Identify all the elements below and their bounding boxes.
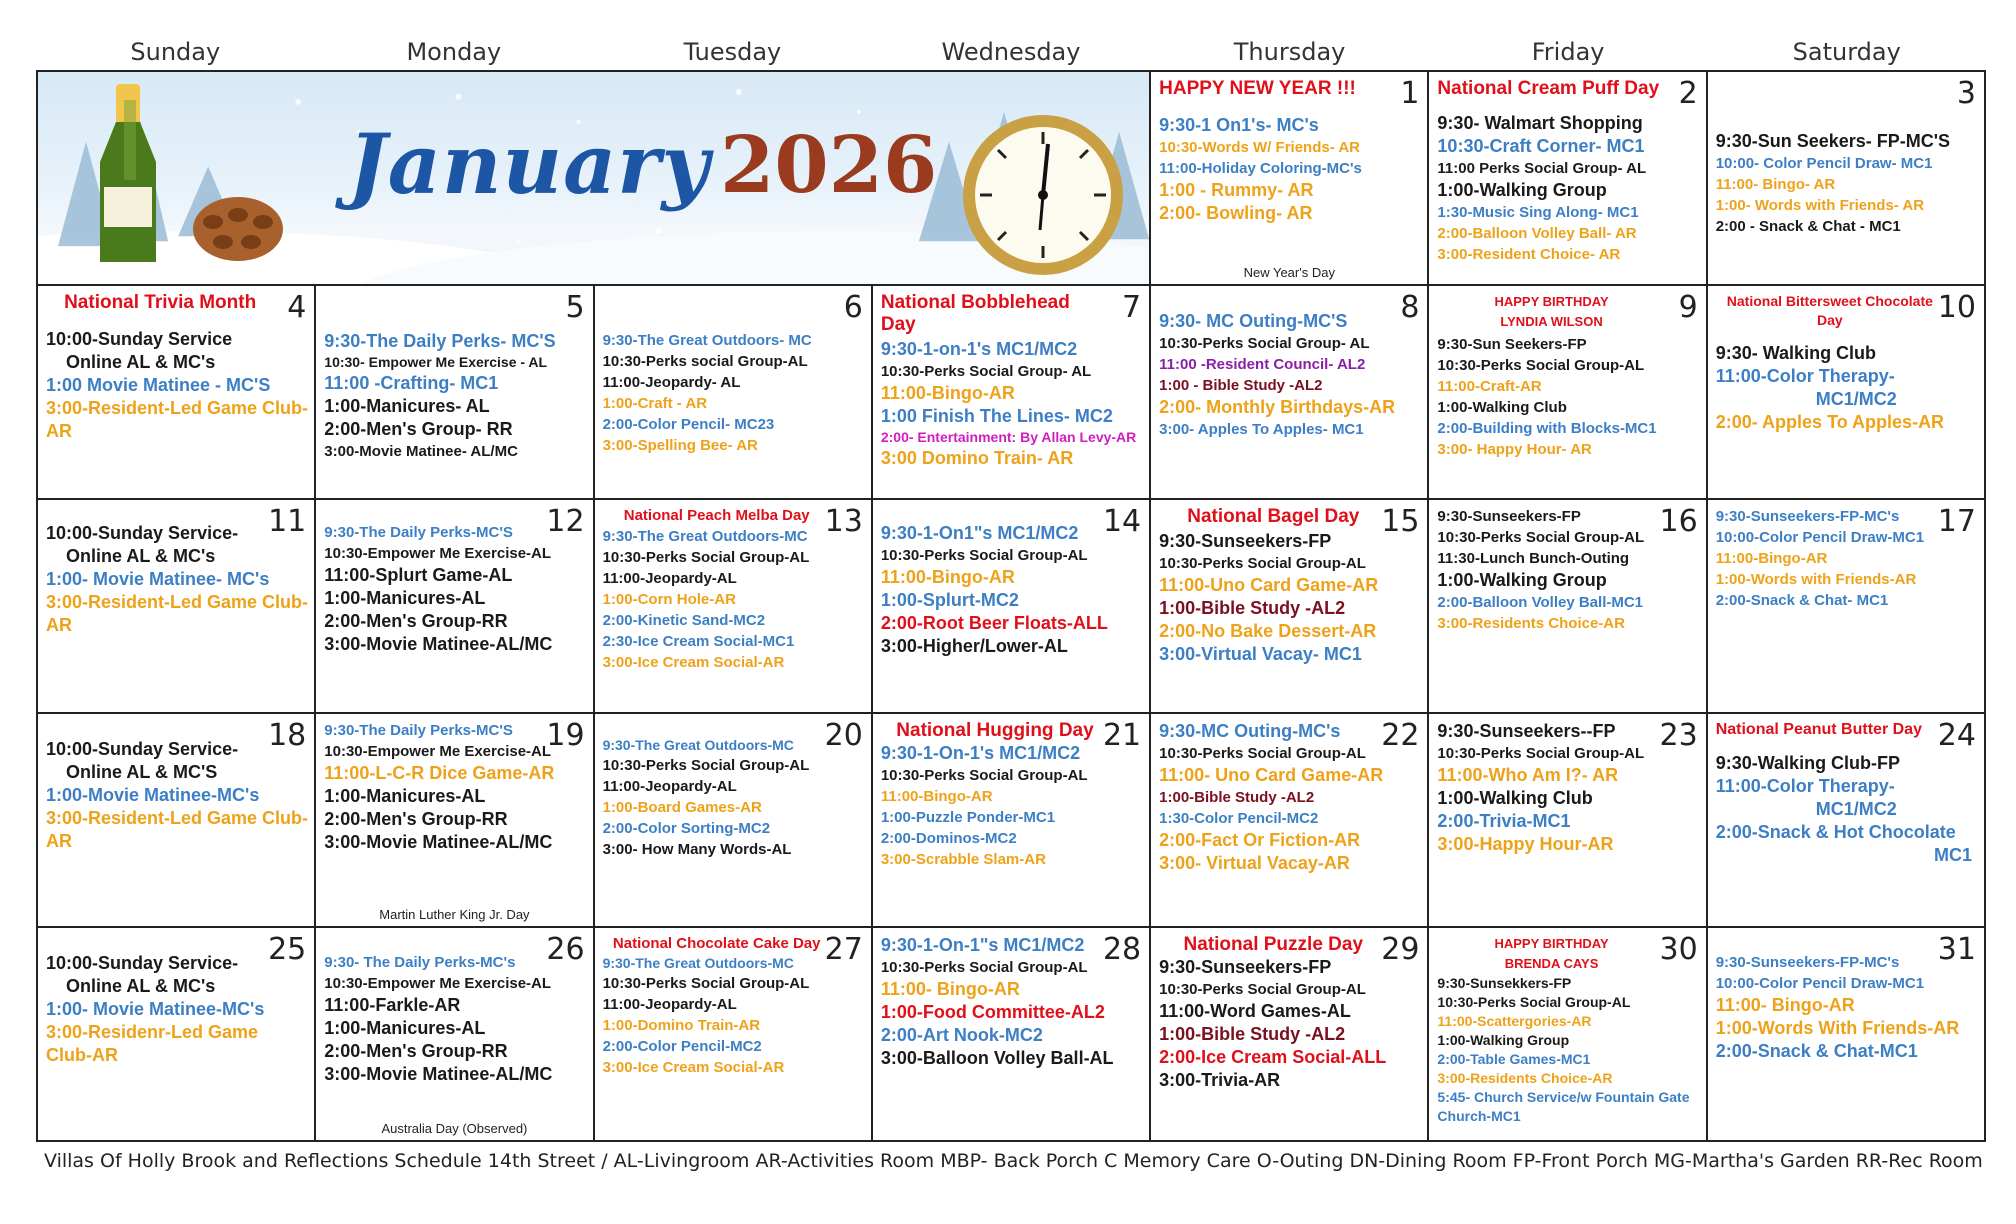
event: 9:30-The Daily Perks-MC'S (324, 722, 513, 739)
event: Online AL & MC's (66, 976, 216, 996)
event: 11:00- Uno Card Game-AR (1159, 765, 1384, 785)
day-number: 27 (824, 932, 863, 967)
event: 9:30- MC Outing-MC'S (1159, 311, 1348, 331)
event: 3:00-Movie Matinee-AL/MC (324, 1064, 553, 1084)
event: 1:00-Movie Matinee-MC's (46, 785, 260, 805)
event: 10:30-Perks Social Group-AL (1159, 745, 1366, 762)
event: 11:00-Who Am I?- AR (1437, 765, 1619, 785)
calendar-grid (36, 70, 1986, 1142)
day-number: 6 (843, 290, 863, 325)
event: 3:00-Resident-Led Game Club-AR (46, 808, 309, 851)
weekday-friday: Friday (1531, 38, 1605, 66)
day-cell-8[interactable] (1151, 286, 1429, 500)
day-cell-22[interactable] (1151, 714, 1429, 928)
day-number: 29 (1381, 932, 1420, 967)
event: 10:30-Words W/ Friends- AR (1159, 139, 1360, 156)
day-number: 2 (1678, 76, 1698, 111)
event: 2:00- Bowling- AR (1159, 203, 1313, 223)
event: MC1 (1933, 845, 1972, 865)
day-number: 1 (1400, 76, 1420, 111)
event: 9:30-1-on-1's MC1/MC2 (880, 339, 1078, 359)
weekday-thursday: Thursday (1233, 38, 1346, 66)
event: 2:00-Snack & Hot Chocolate (1715, 822, 1956, 842)
event: 3:00-Scrabble Slam-AR (880, 851, 1046, 868)
event: 9:30-The Great Outdoors-MC (602, 955, 794, 971)
event: 3:00- Apples To Apples- MC1 (1159, 421, 1364, 438)
event: 10:30-Perks Social Group-AL (880, 767, 1088, 784)
event: 3:00-Ice Cream Social-AR (602, 654, 785, 671)
event: 10:00-Sunday Service- (46, 523, 239, 543)
weekday-tuesday: Tuesday (683, 38, 782, 66)
event: 1:00-Bible Study -AL2 (1159, 598, 1346, 618)
event: 2:00-Color Pencil- MC23 (602, 416, 775, 433)
day-number: 23 (1659, 718, 1698, 753)
event: 1:00 - Bible Study -AL2 (1159, 377, 1323, 394)
event: 2:00-Color Pencil-MC2 (602, 1038, 762, 1055)
event: 1:00-Corn Hole-AR (602, 591, 736, 608)
event: 3:00-Resident Choice- AR (1437, 246, 1621, 263)
day-cell-7[interactable] (873, 286, 1151, 500)
event: 9:30-1 On1's- MC's (1159, 115, 1319, 135)
event: 10:30-Perks Social Group- AL (1159, 335, 1370, 352)
event: 2:00-Men's Group-RR (324, 1041, 508, 1061)
event: 11:00-Bingo-AR (1715, 550, 1828, 567)
holiday-note: Australia Day (Observed) (381, 1121, 528, 1136)
weekday-headers (36, 38, 1986, 70)
weekday-monday: Monday (406, 38, 502, 66)
day-number: 28 (1102, 932, 1142, 967)
event: 10:30- Empower Me Exercise - AL (324, 354, 548, 370)
event: 3:00-Resident-Led Game Club-AR (46, 592, 309, 635)
day-title: National Cream Puff Day (1437, 78, 1660, 99)
event: 1:00 Movie Matinee - MC'S (46, 375, 271, 395)
event: 3:00-Movie Matinee-AL/MC (324, 832, 553, 852)
event: 11:00-Splurt Game-AL (324, 565, 513, 585)
weekday-saturday: Saturday (1792, 38, 1901, 66)
event: 11:00-Holiday Coloring-MC's (1159, 160, 1362, 177)
day-number: 13 (824, 504, 863, 539)
event: 11:30-Lunch Bunch-Outing (1437, 550, 1630, 567)
event: 2:00-Building with Blocks-MC1 (1437, 420, 1657, 437)
event: 9:30-Sun Seekers- FP-MC'S (1715, 131, 1951, 151)
event: 2:00-Men's Group- RR (324, 419, 513, 439)
event: 2:00-Dominos-MC2 (880, 830, 1017, 847)
month-banner (38, 72, 1151, 286)
event: 9:30- Walmart Shopping (1437, 113, 1643, 133)
event: 1:00- Movie Matinee- MC's (46, 569, 270, 589)
banner-month: January (348, 117, 711, 213)
event: 1:00-Walking Group (1437, 180, 1607, 200)
event: 9:30-Sunseekers-FP (1437, 508, 1581, 525)
event: 1:00-Craft - AR (602, 395, 708, 412)
event: 3:00-Ice Cream Social-AR (602, 1059, 785, 1076)
event: 2:00-Snack & Chat- MC1 (1715, 592, 1889, 609)
event: 2:00-Art Nook-MC2 (880, 1025, 1043, 1045)
day-cell-2[interactable] (1429, 72, 1707, 286)
event: 10:30-Empower Me Exercise-AL (324, 545, 552, 562)
day-number: 22 (1381, 718, 1420, 753)
event: 1:00-Manicures-AL (324, 588, 486, 608)
event: 9:30-1-On-1's MC1/MC2 (880, 743, 1081, 763)
event: 11:00-Color Therapy- (1715, 776, 1895, 796)
event: 10:00-Color Pencil Draw-MC1 (1715, 975, 1925, 992)
event: 1:00-Manicures-AL (324, 786, 486, 806)
event: 2:00-Fact Or Fiction-AR (1159, 830, 1361, 850)
day-number: 5 (565, 290, 585, 325)
event: 10:30-Perks Social Group-AL (602, 549, 810, 566)
event: 1:30-Color Pencil-MC2 (1159, 810, 1319, 827)
event: 10:00-Sunday Service- (46, 739, 239, 759)
day-number: 19 (546, 718, 585, 753)
event: 1:00-Food Committee-AL2 (880, 1002, 1105, 1022)
event: 5:45- Church Service/w Fountain Gate Church-MC1 (1437, 1089, 1690, 1124)
day-cell-3[interactable] (1708, 72, 1986, 286)
day-number: 8 (1400, 290, 1420, 325)
day-title: National Puzzle Day (1183, 934, 1364, 955)
event: 2:00-No Bake Dessert-AR (1159, 621, 1377, 641)
event: 3:00-Residenr-Led Game Club-AR (46, 1022, 259, 1065)
event: 1:00-Bible Study -AL2 (1159, 789, 1315, 806)
day-cell-20[interactable] (595, 714, 873, 928)
event: 10:30-Perks Social Group- AL (880, 363, 1092, 380)
day-number: 17 (1937, 504, 1976, 539)
day-cell-28[interactable] (873, 928, 1151, 1142)
event: 3:00-Movie Matinee- AL/MC (324, 443, 518, 460)
event: 9:30-The Daily Perks- MC'S (324, 331, 556, 351)
birthday-name: BRENDA CAYS (1504, 956, 1599, 971)
event: 11:00-L-C-R Dice Game-AR (324, 763, 555, 783)
event: 3:00-Spelling Bee- AR (602, 437, 758, 454)
event: 11:00-Jeopardy-AL (602, 570, 737, 587)
event: 11:00 Perks Social Group- AL (1437, 160, 1647, 177)
day-title: National Hugging Day (896, 720, 1094, 741)
event: 10:30-Perks Social Group-AL (1437, 745, 1645, 762)
day-number: 18 (268, 718, 307, 753)
banner-year: 2026 (720, 119, 938, 211)
event: 11:00-Uno Card Game-AR (1159, 575, 1379, 595)
event: 9:30-Sunseekers-FP-MC's (1715, 954, 1900, 971)
event: 10:30-Perks Social Group-AL (1437, 529, 1645, 546)
event: 9:30-MC Outing-MC's (1159, 721, 1341, 741)
day-cell-29[interactable] (1151, 928, 1429, 1142)
day-title: National Trivia Month (64, 292, 257, 313)
event: MC1/MC2 (1815, 799, 1897, 819)
day-number: 4 (287, 290, 307, 325)
event: 10:00-Sunday Service (46, 329, 233, 349)
event: Online AL & MC's (66, 352, 216, 372)
event: 11:00-Bingo-AR (880, 383, 1015, 403)
day-number: 20 (824, 718, 863, 753)
day-number: 21 (1102, 718, 1142, 753)
event: 11:00-Jeopardy- AL (602, 374, 741, 391)
event: 1:00-Puzzle Ponder-MC1 (880, 809, 1056, 826)
day-cell-15[interactable] (1151, 500, 1429, 714)
day-cell-9[interactable] (1429, 286, 1707, 500)
event: 2:00-Balloon Volley Ball-MC1 (1437, 594, 1644, 611)
event: 9:30-The Great Outdoors-MC (602, 528, 808, 545)
day-cell-25[interactable] (38, 928, 316, 1142)
event: 10:30-Perks Social Group-AL (1159, 555, 1366, 572)
day-number: 11 (268, 504, 307, 539)
day-number: 30 (1659, 932, 1698, 967)
day-cell-16[interactable] (1429, 500, 1707, 714)
day-title: National Chocolate Cake Day (612, 935, 821, 952)
event: 10:00-Color Pencil Draw-MC1 (1715, 529, 1925, 546)
day-cell-1[interactable] (1151, 72, 1429, 286)
event: 1:00 Finish The Lines- MC2 (880, 406, 1113, 426)
day-title: National Peanut Butter Day (1715, 721, 1922, 738)
event: 2:00 - Snack & Chat - MC1 (1715, 218, 1901, 235)
day-number: 14 (1102, 504, 1142, 539)
event: 9:30-Sun Seekers-FP (1437, 336, 1587, 353)
day-number: 10 (1937, 290, 1976, 325)
event: 11:00-Word Games-AL (1159, 1001, 1351, 1021)
event: 9:30-1-On-1"s MC1/MC2 (880, 935, 1085, 955)
event: 11:00- Bingo- AR (1715, 176, 1836, 193)
event: 3:00-Residents Choice-AR (1437, 615, 1625, 632)
event: 10:30-Perks Social Group-AL (880, 547, 1088, 564)
event: 11:00-Scattergories-AR (1437, 1013, 1592, 1029)
location-legend: Villas Of Holly Brook and Reflections Schedule 14th Street / AL-Livingroom AR-Activities Room MBP- Back Porch C Memory Care O-Outing DN-Dining Room FP-Front Porch MG-Martha's Garden RR-Rec Room (44, 1150, 1983, 1172)
event: 11:00-Bingo-AR (880, 788, 993, 805)
day-number: 25 (268, 932, 307, 967)
event: 3:00-Movie Matinee-AL/MC (324, 634, 553, 654)
event: 1:00 - Rummy- AR (1159, 180, 1314, 200)
day-number: 26 (546, 932, 585, 967)
event: 10:30-Empower Me Exercise-AL (324, 743, 552, 760)
event: 11:00- Bingo-AR (1715, 995, 1855, 1015)
pinecone-icon (183, 187, 293, 267)
day-number: 9 (1678, 290, 1698, 325)
day-cell-6[interactable] (595, 286, 873, 500)
event: 2:00- Monthly Birthdays-AR (1159, 397, 1396, 417)
event: 1:00-Bible Study -AL2 (1159, 1024, 1346, 1044)
holiday-note: Martin Luther King Jr. Day (379, 907, 530, 922)
event: Online AL & MC's (66, 546, 216, 566)
day-title: National Bittersweet Chocolate Day (1726, 293, 1933, 328)
holiday-note: New Year's Day (1243, 265, 1335, 280)
event: 1:00-Walking Group (1437, 1032, 1570, 1048)
event: 3:00-Balloon Volley Ball-AL (880, 1048, 1114, 1068)
day-title: National Peach Melba Day (623, 507, 810, 524)
event: 3:00-Residents Choice-AR (1437, 1070, 1613, 1086)
day-title: National Bagel Day (1187, 506, 1360, 527)
event: 2:00-Root Beer Floats-ALL (880, 613, 1108, 633)
event: 1:00-Words with Friends-AR (1715, 571, 1917, 588)
day-cell-5[interactable] (316, 286, 594, 500)
event: 10:30-Perks Social Group-AL (1437, 994, 1631, 1010)
day-cell-10[interactable] (1708, 286, 1986, 500)
event: 2:00-Kinetic Sand-MC2 (602, 612, 766, 629)
day-cell-12[interactable] (316, 500, 594, 714)
event: 1:00- Words with Friends- AR (1715, 197, 1925, 214)
day-cell-21[interactable] (873, 714, 1151, 928)
event: 11:00-Jeopardy-AL (602, 996, 737, 1013)
event: 10:30-Perks Social Group-AL (880, 959, 1088, 976)
day-number: 31 (1937, 932, 1976, 967)
day-cell-14[interactable] (873, 500, 1151, 714)
event: 11:00-Color Therapy- (1715, 366, 1895, 386)
event: 10:00-Sunday Service- (46, 953, 239, 973)
day-cell-19[interactable] (316, 714, 594, 928)
event: 2:00-Ice Cream Social-ALL (1159, 1047, 1387, 1067)
event: 10:30-Perks Social Group-AL (602, 975, 810, 992)
event: 2:00- Apples To Apples-AR (1715, 412, 1945, 432)
champagne-bottle-icon (86, 82, 176, 267)
day-cell-13[interactable] (595, 500, 873, 714)
event: 10:30-Empower Me Exercise-AL (324, 975, 552, 992)
event: 9:30- Walking Club (1715, 343, 1877, 363)
day-cell-24[interactable] (1708, 714, 1986, 928)
day-title: HAPPY NEW YEAR !!! (1159, 78, 1356, 99)
day-cell-26[interactable] (316, 928, 594, 1142)
event: 10:30-Perks social Group-AL (602, 353, 808, 370)
event: 3:00-Trivia-AR (1159, 1070, 1281, 1090)
event: 2:00- Entertainment: By Allan Levy-AR (880, 429, 1137, 445)
day-cell-31[interactable] (1708, 928, 1986, 1142)
weekday-wednesday: Wednesday (941, 38, 1081, 66)
event: 9:30-Walking Club-FP (1715, 753, 1901, 773)
day-title: HAPPY BIRTHDAY (1494, 294, 1609, 309)
event: 9:30-The Great Outdoors-MC (602, 737, 794, 753)
day-number: 16 (1659, 504, 1698, 539)
event: 9:30-Sunseekers-FP-MC's (1715, 508, 1900, 525)
event: 9:30-Sunseekers-FP (1159, 957, 1332, 977)
day-cell-11[interactable] (38, 500, 316, 714)
day-number: 7 (1122, 290, 1142, 325)
weekday-sunday: Sunday (130, 38, 221, 66)
event: 1:00-Splurt-MC2 (880, 590, 1019, 610)
event: 3:00- How Many Words-AL (602, 841, 792, 858)
event: 3:00-Virtual Vacay- MC1 (1159, 644, 1362, 664)
event: 3:00- Virtual Vacay-AR (1159, 853, 1350, 873)
event: 1:00-Manicures- AL (324, 396, 490, 416)
event: 3:00-Resident-Led Game Club-AR (46, 398, 309, 441)
event: 10:30-Perks Social Group-AL (602, 757, 810, 774)
event: 2:00-Snack & Chat-MC1 (1715, 1041, 1918, 1061)
event: 10:30-Perks Social Group-AL (1159, 981, 1366, 998)
event: 1:00-Walking Club (1437, 399, 1567, 416)
event: 9:30-Sunseekers-FP (1159, 531, 1332, 551)
day-number: 12 (546, 504, 585, 539)
event: Online AL & MC'S (66, 762, 218, 782)
event: 11:00-Farkle-AR (324, 995, 461, 1015)
day-number: 3 (1956, 76, 1976, 111)
event: 1:30-Music Sing Along- MC1 (1437, 204, 1639, 221)
event: 11:00 -Crafting- MC1 (324, 373, 499, 393)
event: MC1/MC2 (1815, 389, 1897, 409)
day-cell-17[interactable] (1708, 500, 1986, 714)
event: 10:30-Craft Corner- MC1 (1437, 136, 1645, 156)
event: 2:00-Table Games-MC1 (1437, 1051, 1591, 1067)
day-cell-23[interactable] (1429, 714, 1707, 928)
clock-icon (958, 110, 1128, 280)
day-cell-4[interactable] (38, 286, 316, 500)
birthday-name: LYNDIA WILSON (1500, 314, 1603, 329)
event: 11:00 -Resident Council- AL2 (1159, 356, 1366, 373)
event: 9:30-1-On1"s MC1/MC2 (880, 523, 1079, 543)
event: 11:00-Bingo-AR (880, 567, 1015, 587)
event: 3:00- Happy Hour- AR (1437, 441, 1592, 458)
event: 11:00- Bingo-AR (880, 979, 1020, 999)
event: 9:30-Sunsekkers-FP (1437, 975, 1572, 991)
event: 2:00-Men's Group-RR (324, 809, 508, 829)
event: 2:00-Balloon Volley Ball- AR (1437, 225, 1637, 242)
event: 3:00-Happy Hour-AR (1437, 834, 1614, 854)
event: 9:30-Sunseekers--FP (1437, 721, 1616, 741)
event: 1:00-Walking Group (1437, 570, 1607, 590)
day-number: 24 (1937, 718, 1976, 753)
event: 1:00-Walking Club (1437, 788, 1593, 808)
event: 1:00- Movie Matinee-MC's (46, 999, 265, 1019)
day-number: 15 (1381, 504, 1420, 539)
event: 9:30- The Daily Perks-MC's (324, 954, 516, 971)
event: 1:00-Manicures-AL (324, 1018, 486, 1038)
day-title: National Bobblehead Day (880, 292, 1070, 335)
event: 2:30-Ice Cream Social-MC1 (602, 633, 795, 650)
event: 11:00-Jeopardy-AL (602, 778, 737, 795)
event: 9:30-The Great Outdoors- MC (602, 332, 812, 349)
event: 2:00-Color Sorting-MC2 (602, 820, 771, 837)
event: 10:30-Perks Social Group-AL (1437, 357, 1645, 374)
event: 2:00-Trivia-MC1 (1437, 811, 1571, 831)
event: 11:00-Craft-AR (1437, 378, 1542, 395)
event: 1:00-Board Games-AR (602, 799, 762, 816)
event: 1:00-Domino Train-AR (602, 1017, 761, 1034)
event: 2:00-Men's Group-RR (324, 611, 508, 631)
day-cell-30[interactable] (1429, 928, 1707, 1142)
event: 9:30-The Daily Perks-MC'S (324, 524, 513, 541)
event: 3:00 Domino Train- AR (880, 448, 1074, 468)
day-title: HAPPY BIRTHDAY (1494, 936, 1609, 951)
day-cell-18[interactable] (38, 714, 316, 928)
day-cell-27[interactable] (595, 928, 873, 1142)
event: 10:00- Color Pencil Draw- MC1 (1715, 155, 1933, 172)
event: 3:00-Higher/Lower-AL (880, 636, 1068, 656)
event: 1:00-Words With Friends-AR (1715, 1018, 1960, 1038)
